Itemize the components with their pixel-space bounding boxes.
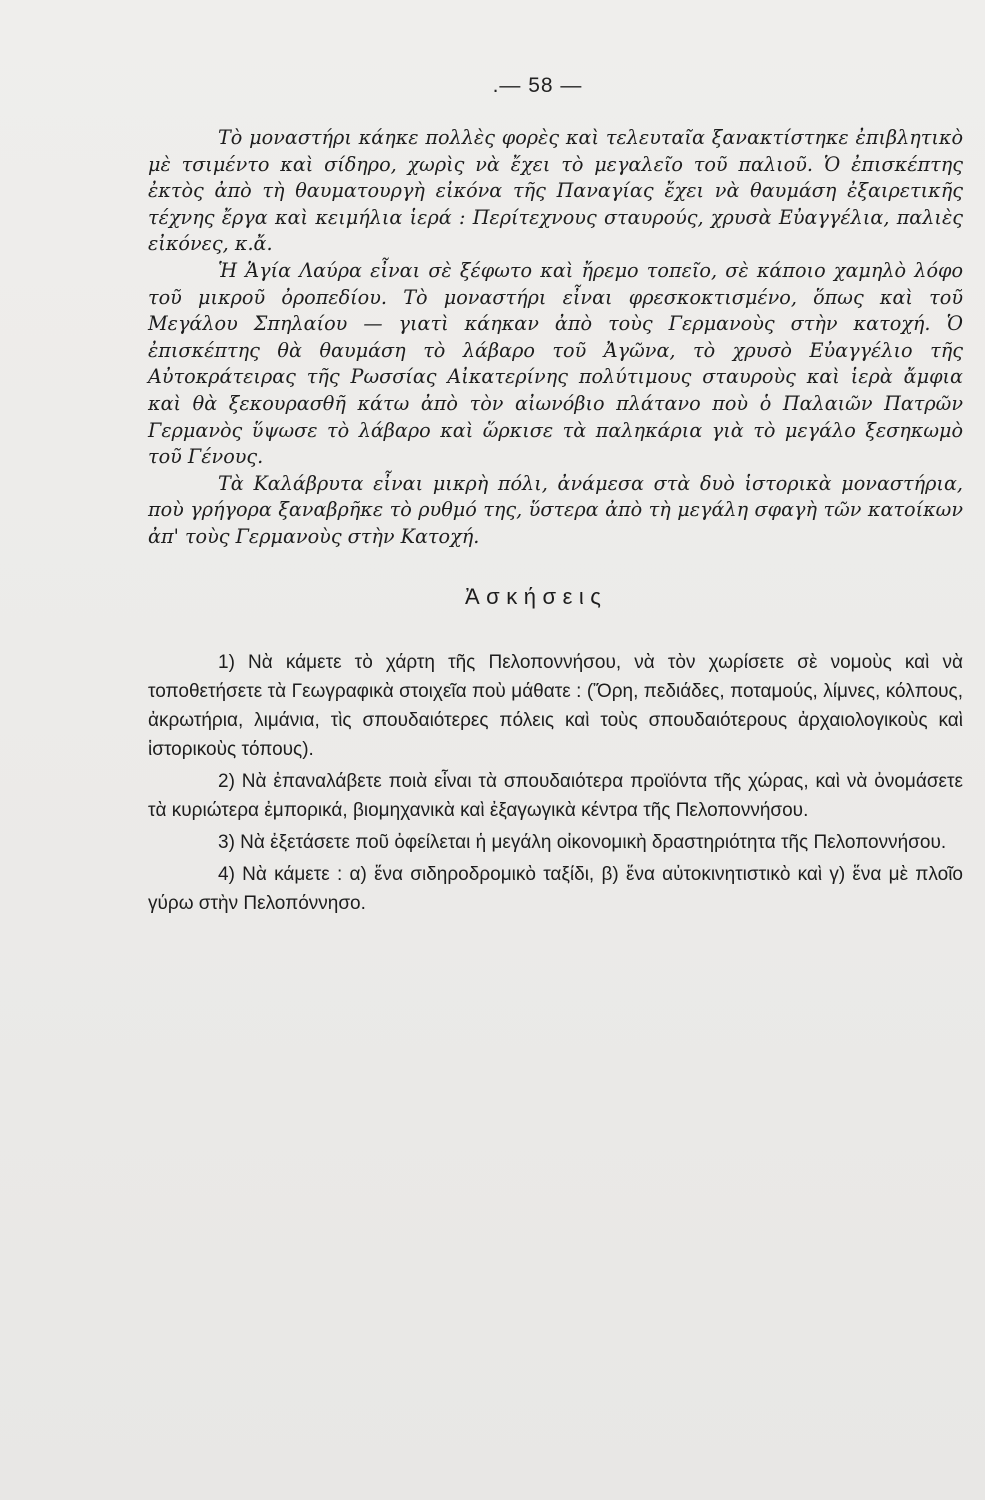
passage [148,125,963,551]
page-body [148,125,963,918]
passage-paragraph: Τὸ μοναστήρι κάηκε πολλὲς φορὲς καὶ τελευταῖα ξανακτίστηκε ἐπιβλητικὸ μὲ τσιμέντο καὶ σίδηρο, χωρὶς νὰ ἔχει τὸ μεγαλεῖο τοῦ παλιοῦ. Ὁ ἐπισκέπτης ἐκτὸς ἀπὸ τὴ θαυματουργὴ εἰκόνα τῆς Παναγίας ἔχει νὰ θαυμάση ἐξαιρετικῆς τέχνης ἔργα καὶ κειμήλια ἱερά : Περίτεχνους σταυρούς, χρυσὰ Εὐαγγέλια, παλιὲς εἰκόνες, κ.ἄ. [148,126,963,256]
passage-paragraph: Τὰ Καλάβρυτα εἶναι μικρὴ πόλι, ἀνάμεσα στὰ δυὸ ἱστορικὰ μοναστήρια, ποὺ γρήγορα ξαναβρῆκε τὸ ρυθμό της, ὕστερα ἀπὸ τὴ μεγάλη σφαγὴ τῶν κατοίκων ἀπ' τοὺς Γερμανοὺς στὴν Κατοχή. [148,471,963,548]
exercises-list [148,648,963,918]
exercise-item: 4) Νὰ κάμετε : α) ἕνα σιδηροδρομικὸ ταξίδι, β) ἕνα αὐτοκινητιστικὸ καὶ γ) ἕνα μὲ πλοῖο γύρω στὴν Πελοπόννησο. [148,863,963,914]
page-number: .— 58 — [492,74,583,97]
exercise-item: 3) Νὰ ἐξετάσετε ποῦ ὀφείλεται ἡ μεγάλη οἰκονομικὴ δραστηριότητα τῆς Πελοποννήσου. [218,831,947,853]
exercise-item: 2) Νὰ ἐπαναλάβετε ποιὰ εἶναι τὰ σπουδαιότερα προϊόντα τῆς χώρας, καὶ νὰ ὀνομάσετε τὰ κυριώτερα ἐμπορικά, βιομηχανικὰ καὶ ἐξαγωγικὰ κέντρα τῆς Πελοποννήσου. [148,770,963,821]
exercises-heading: Ἀσκήσεις [465,583,608,609]
passage-paragraph: Ἡ Ἁγία Λαύρα εἶναι σὲ ξέφωτο καὶ ἤρεμο τοπεῖο, σὲ κάποιο χαμηλὸ λόφο τοῦ μικροῦ ὀροπεδίου. Τὸ μοναστήρι εἶναι φρεσκοκτισμένο, ὅπως καὶ τοῦ Μεγάλου Σπηλαίου — γιατὶ κάηκαν ἀπὸ τοὺς Γερμανοὺς στὴν κατοχή. Ὁ ἐπισκέπτης θὰ θαυμάση τὸ λάβαρο τοῦ Ἀγῶνα, τὸ χρυσὸ Εὐαγγέλιο τῆς Αὐτοκράτειρας τῆς Ρωσσίας Αἰκατερίνης πολύτιμους σταυροὺς καὶ ἱερὰ ἄμφια καὶ θὰ ξεκουρασθῆ κάτω ἀπὸ τὸν αἰωνόβιο πλάτανο ποὺ ὁ Παλαιῶν Πατρῶν Γερμανὸς ὕψωσε τὸ λάβαρο καὶ ὥρκισε τὰ παληκάρια γιὰ τὸ μεγάλο ξεσηκωμὸ τοῦ Γένους. [148,258,963,469]
exercise-item: 1) Νὰ κάμετε τὸ χάρτη τῆς Πελοποννήσου, νὰ τὸν χωρίσετε σὲ νομοὺς καὶ νὰ τοποθετήσετε τὰ Γεωγραφικὰ στοιχεῖα ποὺ μάθατε : (Ὄρη, πεδιάδες, ποταμούς, λίμνες, κόλπους, ἀκρωτήρια, λιμάνια, τὶς σπουδαιότερες πόλεις καὶ τοὺς σπουδαιότερους ἀρχαιολογικοὺς καὶ ἱστορικοὺς τόπους). [148,651,963,760]
